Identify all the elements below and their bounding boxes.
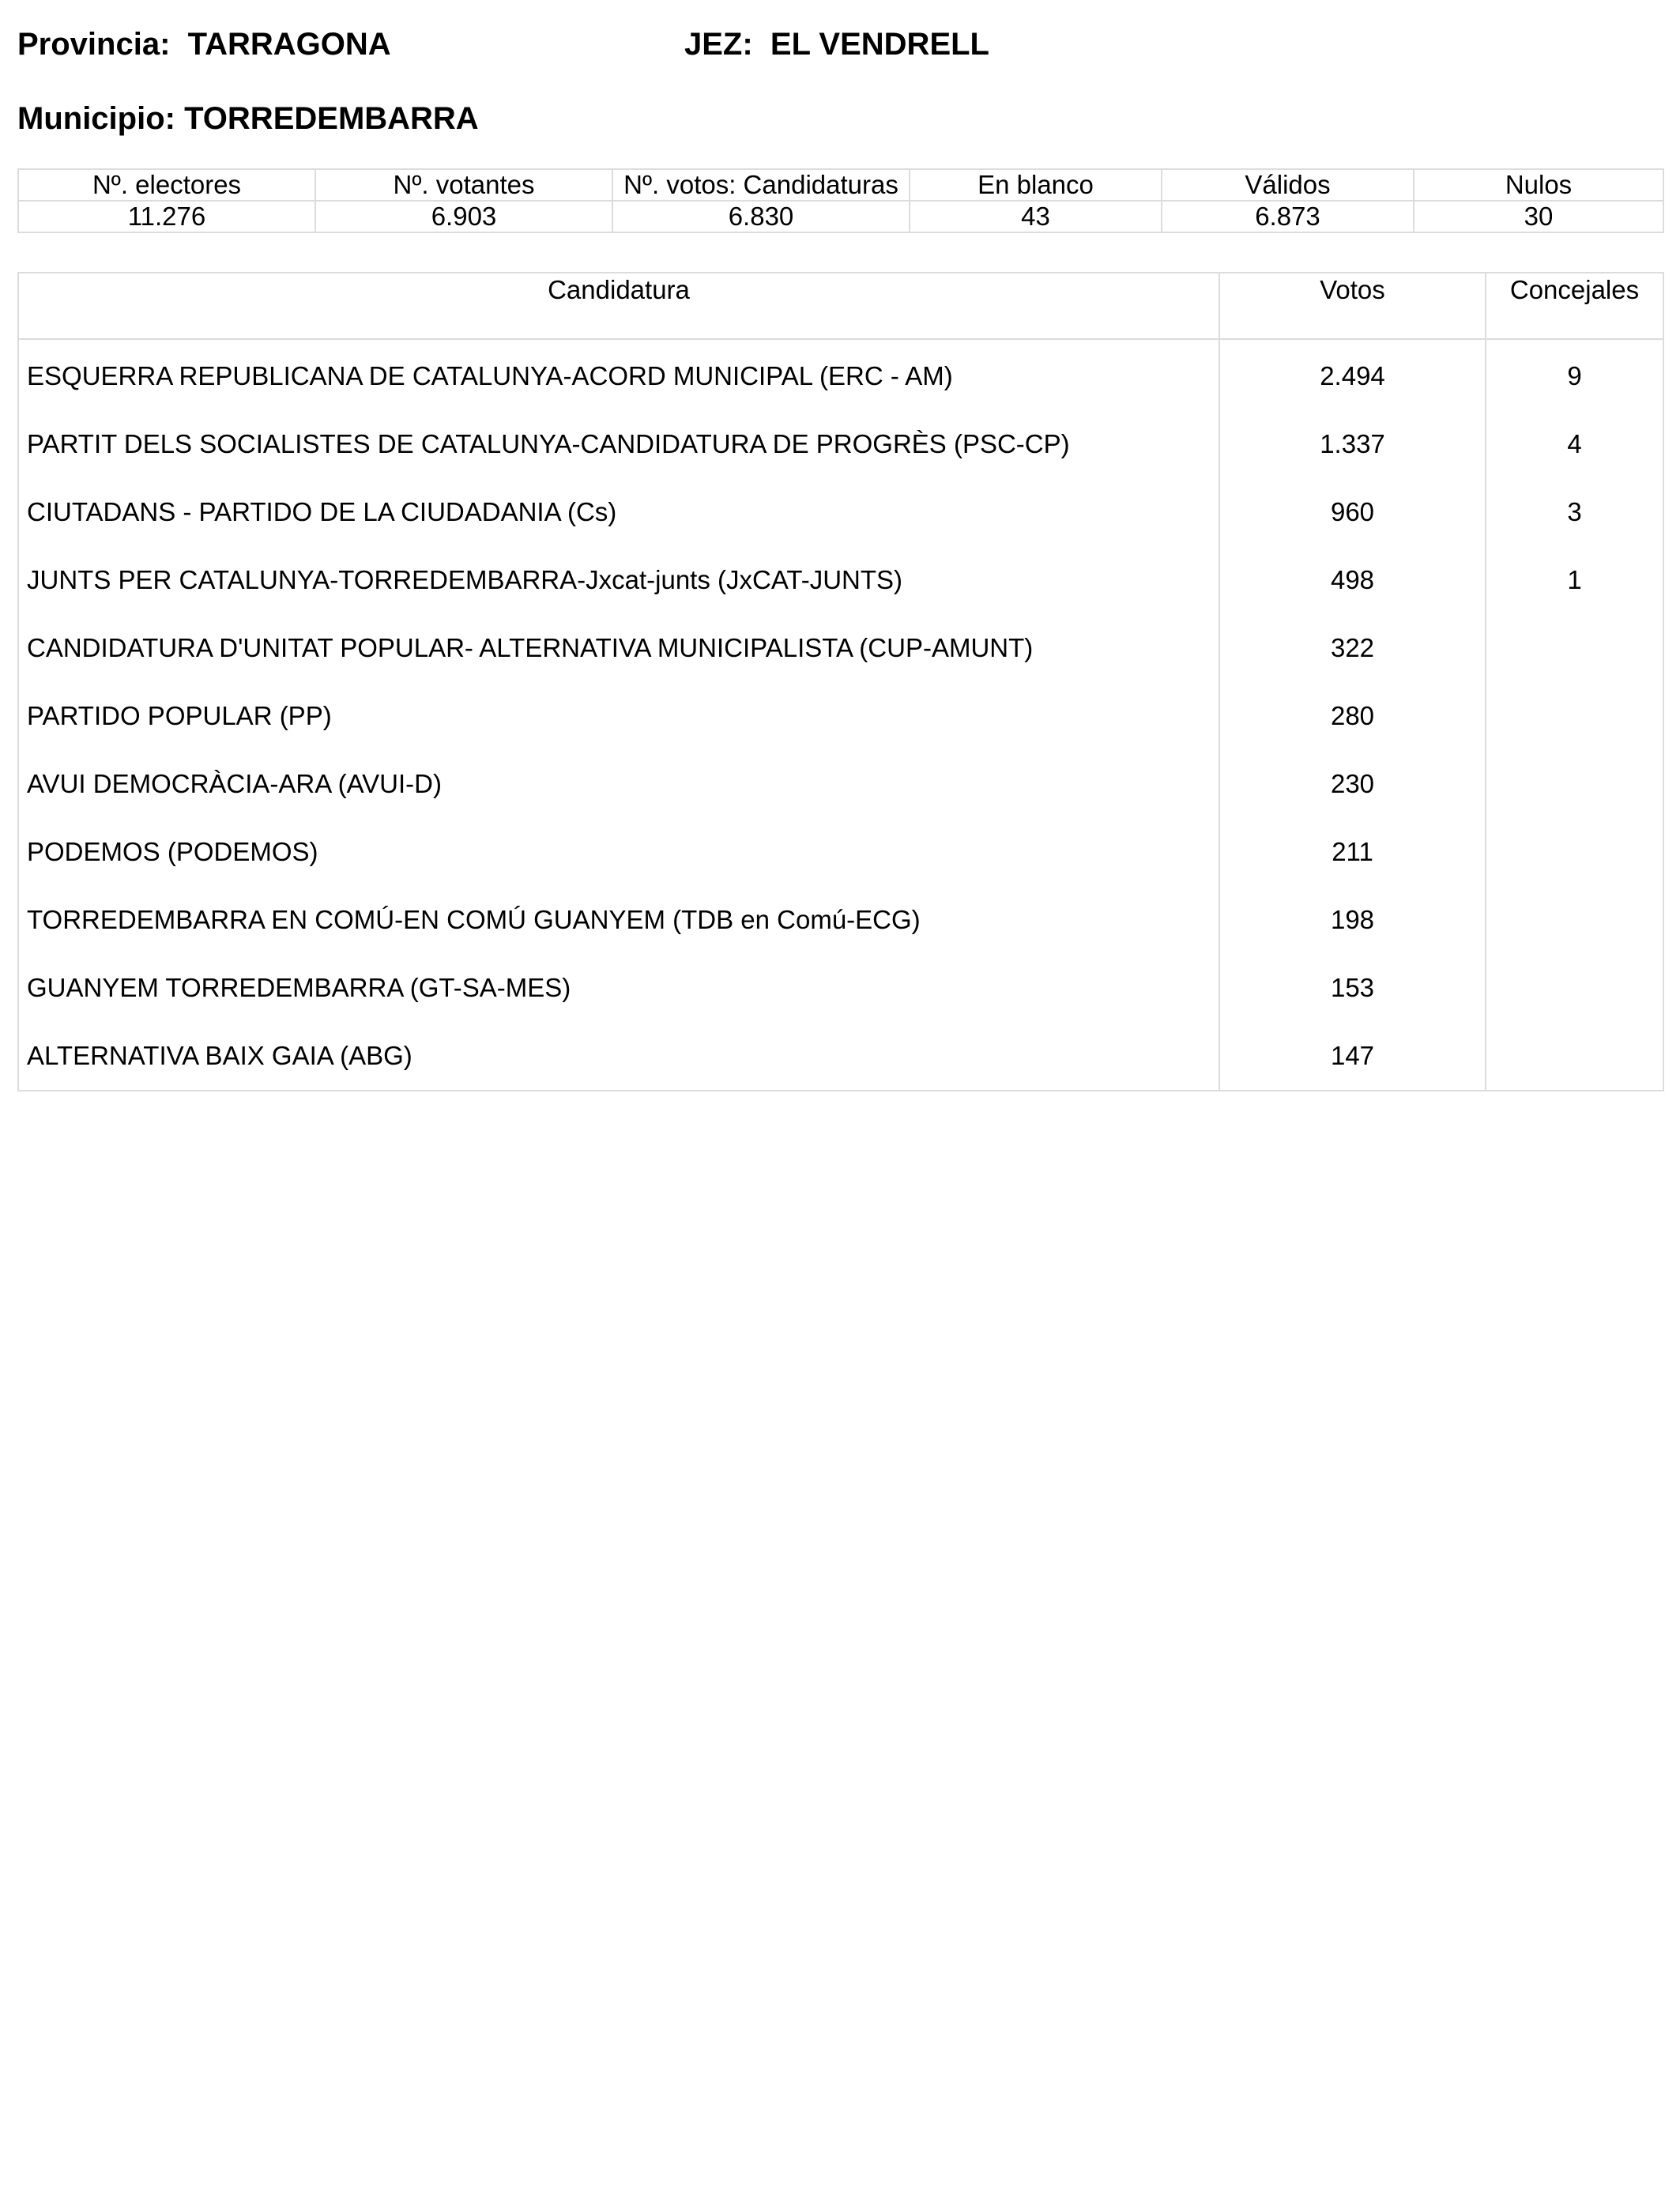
summary-value-nulos: 30 <box>1414 201 1663 232</box>
concejales-cell <box>1486 750 1663 818</box>
concejales-cell: 3 <box>1486 478 1663 546</box>
concejales-cell: 4 <box>1486 410 1663 478</box>
candidatura-cell: ALTERNATIVA BAIX GAIA (ABG) <box>18 1022 1219 1091</box>
jez-label: JEZ: <box>684 27 753 62</box>
jez-value: EL VENDRELL <box>770 27 989 62</box>
summary-header-en-blanco: En blanco <box>910 169 1162 201</box>
summary-header-validos: Válidos <box>1162 169 1414 201</box>
votos-cell: 2.494 <box>1219 342 1486 410</box>
table-row <box>18 546 1663 614</box>
candidatura-cell: TORREDEMBARRA EN COMÚ-EN COMÚ GUANYEM (TDB en Comú-ECG) <box>18 886 1219 954</box>
table-row <box>18 342 1663 410</box>
provincia-label: Provincia: <box>17 27 171 62</box>
candidatura-cell: ESQUERRA REPUBLICANA DE CATALUNYA-ACORD MUNICIPAL (ERC - AM) <box>18 342 1219 410</box>
candidatura-cell: CANDIDATURA D'UNITAT POPULAR- ALTERNATIVA MUNICIPALISTA (CUP-AMUNT) <box>18 614 1219 682</box>
candidatura-cell: PARTIT DELS SOCIALISTES DE CATALUNYA-CANDIDATURA DE PROGRÈS (PSC-CP) <box>18 410 1219 478</box>
results-header-row <box>18 273 1663 339</box>
votos-cell: 230 <box>1219 750 1486 818</box>
table-row <box>18 614 1663 682</box>
summary-header-votantes: Nº. votantes <box>315 169 612 201</box>
results-header-candidatura: Candidatura <box>18 273 1219 339</box>
votos-cell: 147 <box>1219 1022 1486 1091</box>
summary-value-electores: 11.276 <box>18 201 315 232</box>
votos-cell: 322 <box>1219 614 1486 682</box>
table-row <box>18 750 1663 818</box>
candidatura-cell: PARTIDO POPULAR (PP) <box>18 682 1219 750</box>
municipio-heading <box>17 100 479 138</box>
summary-value-votos-candidaturas: 6.830 <box>612 201 910 232</box>
summary-header-electores: Nº. electores <box>18 169 315 201</box>
summary-header-nulos: Nulos <box>1414 169 1663 201</box>
candidatura-cell: CIUTADANS - PARTIDO DE LA CIUDADANIA (Cs) <box>18 478 1219 546</box>
table-row <box>18 410 1663 478</box>
concejales-cell <box>1486 614 1663 682</box>
votos-cell: 280 <box>1219 682 1486 750</box>
municipio-label: Municipio: <box>17 101 175 136</box>
concejales-cell <box>1486 954 1663 1022</box>
summary-value-votantes: 6.903 <box>315 201 612 232</box>
summary-value-validos: 6.873 <box>1162 201 1414 232</box>
provincia-value: TARRAGONA <box>187 27 391 62</box>
table-row <box>18 478 1663 546</box>
jez-heading <box>684 25 989 63</box>
summary-header-row <box>18 169 1663 201</box>
summary-table <box>17 168 1664 233</box>
votos-cell: 960 <box>1219 478 1486 546</box>
concejales-cell <box>1486 682 1663 750</box>
votos-cell: 498 <box>1219 546 1486 614</box>
summary-header-votos-candidaturas: Nº. votos: Candidaturas <box>612 169 910 201</box>
municipio-value: TORREDEMBARRA <box>184 101 479 136</box>
concejales-cell <box>1486 818 1663 886</box>
results-header-votos: Votos <box>1219 273 1486 339</box>
results-header-concejales: Concejales <box>1486 273 1663 339</box>
concejales-cell: 1 <box>1486 546 1663 614</box>
candidatura-cell: GUANYEM TORREDEMBARRA (GT-SA-MES) <box>18 954 1219 1022</box>
results-table <box>17 272 1664 1091</box>
candidatura-cell: PODEMOS (PODEMOS) <box>18 818 1219 886</box>
votos-cell: 153 <box>1219 954 1486 1022</box>
concejales-cell: 9 <box>1486 342 1663 410</box>
table-row <box>18 954 1663 1022</box>
table-row <box>18 886 1663 954</box>
concejales-cell <box>1486 1022 1663 1091</box>
concejales-cell <box>1486 886 1663 954</box>
votos-cell: 198 <box>1219 886 1486 954</box>
table-row <box>18 818 1663 886</box>
candidatura-cell: AVUI DEMOCRÀCIA-ARA (AVUI-D) <box>18 750 1219 818</box>
summary-value-row <box>18 201 1663 232</box>
provincia-heading <box>17 25 391 63</box>
table-row <box>18 1022 1663 1091</box>
votos-cell: 1.337 <box>1219 410 1486 478</box>
summary-value-en-blanco: 43 <box>910 201 1162 232</box>
candidatura-cell: JUNTS PER CATALUNYA-TORREDEMBARRA-Jxcat-junts (JxCAT-JUNTS) <box>18 546 1219 614</box>
table-row <box>18 682 1663 750</box>
votos-cell: 211 <box>1219 818 1486 886</box>
